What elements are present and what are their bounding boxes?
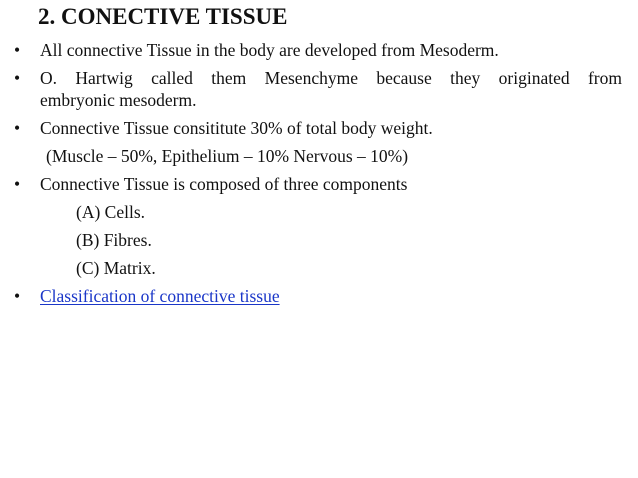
bullet-item: [0, 118, 638, 139]
bullet-text-continued: embryonic mesoderm.: [40, 90, 197, 110]
component-item: [0, 230, 638, 251]
bullet-note: [0, 146, 638, 167]
component-fibres: (B) Fibres.: [76, 230, 152, 250]
body-weight-breakdown: (Muscle – 50%, Epithelium – 10% Nervous – 10%): [46, 146, 409, 166]
bullet-text: O. Hartwig called them Mesenchyme because they originated from: [40, 68, 622, 88]
bullet-continuation: [0, 90, 638, 111]
bullet-dot-icon: •: [14, 118, 21, 138]
bullet-text: Connective Tissue consititute 30% of total body weight.: [40, 118, 433, 138]
classification-link[interactable]: Classification of connective tissue: [40, 286, 280, 306]
bullet-item: [0, 40, 638, 61]
bullet-dot-icon: •: [14, 40, 21, 60]
bullet-dot-icon: •: [14, 68, 21, 88]
component-item: [0, 202, 638, 223]
bullet-text: All connective Tissue in the body are developed from Mesoderm.: [40, 40, 499, 60]
bullet-item: [0, 174, 638, 195]
component-item: [0, 258, 638, 279]
bullet-dot-icon: •: [14, 174, 21, 194]
bullet-text: Connective Tissue is composed of three components: [40, 174, 408, 194]
component-cells: (A) Cells.: [76, 202, 146, 222]
component-matrix: (C) Matrix.: [76, 258, 156, 278]
bullet-dot-icon: •: [14, 286, 21, 306]
bullet-list: [0, 40, 638, 307]
bullet-item: [0, 68, 638, 89]
slide-title: 2. CONECTIVE TISSUE: [38, 4, 288, 29]
bullet-item: [0, 286, 638, 307]
